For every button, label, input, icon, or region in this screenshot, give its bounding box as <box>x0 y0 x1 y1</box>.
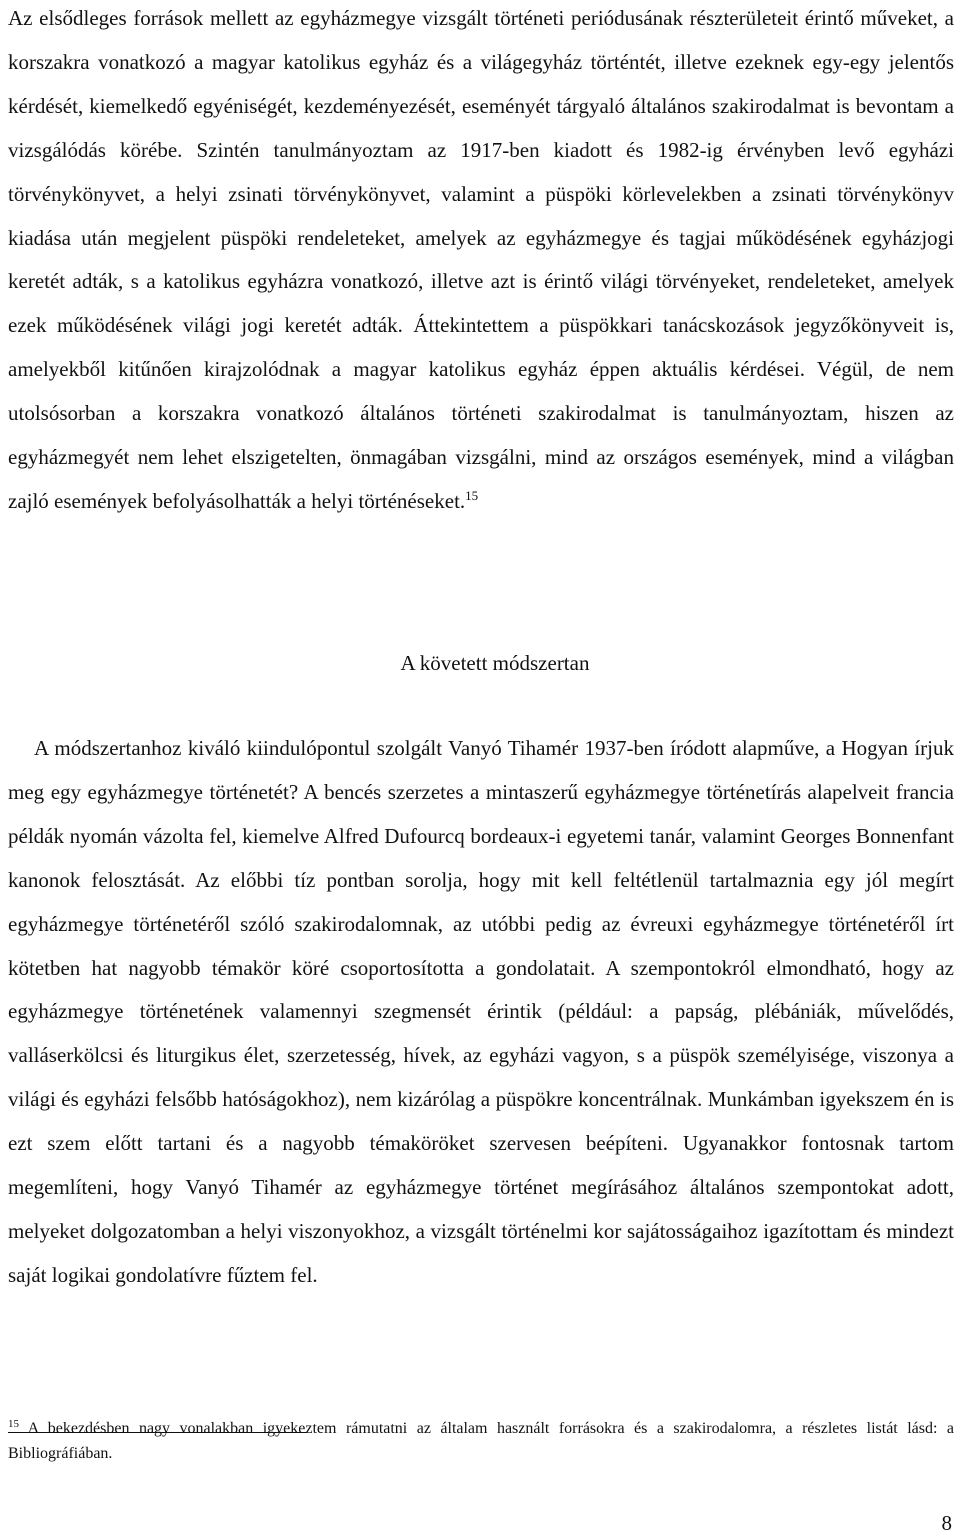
paragraph-text: Az elsődleges források mellett az egyházmegye vizsgált történeti periódusának részterületeit érintő műveket, a korszakra vonatkozó a magyar katolikus egyház és a világegyház történtét, illetve ezeknek egy-egy jelentős kérdését, kiemelkedő egyéniségét, kezdeményezését, eseményét tárgyaló általános szakirodalmat is bevontam a vizsgálódás körébe. Szintén tanulmányoztam az 1917-ben kiadott és 1982-ig érvényben levő egyházi törvénykönyvet, a helyi zsinati törvénykönyvet, valamint a püspöki körlevelekben a zsinati törvénykönyv kiadása után megjelent püspöki rendeleteket, amelyek az egyházmegye és tagjai működésének egyházjogi keretét adták, s a katolikus egyházra vonatkozó, illetve azt is érintő világi törvényeket, rendeleteket, amelyek ezek működésének világi jogi keretét adták. Áttekintettem a püspökkari tanácskozások jegyzőkönyveit is, amelyekből kitűnően kirajzolódnak a magyar katolikus egyház éppen aktuális kérdései. Végül, de nem utolsósorban a korszakra vonatkozó általános történeti szakirodalmat is tanulmányoztam, hiszen az egyházmegyét nem lehet elszigetelten, önmagában vizsgálni, mind az országos események, mind a világban zajló események befolyásolhatták a helyi történéseket. <box>8 6 954 513</box>
body-paragraph <box>8 0 954 524</box>
body-paragraph <box>8 727 954 1298</box>
footnote-reference[interactable]: 15 <box>465 487 479 503</box>
section-heading: A követett módszertan <box>400 651 590 675</box>
page-number: 8 <box>941 1511 952 1535</box>
footnote-number: 15 <box>8 1418 19 1430</box>
paragraph-text: A módszertanhoz kiváló kiindulópontul szolgált Vanyó Tihamér 1937-ben íródott alapműve, a Hogyan írjuk meg egy egyházmegye történetét? A bencés szerzetes a mintaszerű egyházmegye történetírás alapelveit francia példák nyomán vázolta fel, kiemelve Alfred Dufourcq bordeaux-i egyetemi tanár, valamint Georges Bonnenfant kanonok felosztását. Az előbbi tíz pontban sorolja, hogy mit kell feltétlenül tartalmaznia egy jól megírt egyházmegye történetéről szóló szakirodalomnak, az utóbbi pedig az évreuxi egyházmegye történetéről írt kötetben hat nagyobb témakör köré csoportosította a gondolatait. A szempontokról elmondható, hogy az egyházmegye történetének valamennyi szegmensét érintik (például: a papság, plébániák, művelődés, valláserkölcsi és liturgikus élet, szerzetesség, hívek, az egyházi vagyon, s a püspök személyisége, viszonya a világi és egyházi felsőbb hatóságokhoz), nem kizárólag a püspökre koncentrálnak. Munkámban igyekszem én is ezt szem előtt tartani és a nagyobb témaköröket szervesen beépíteni. Ugyanakkor fontosnak tartom megemlíteni, hogy Vanyó Tihamér az egyházmegye történet megírásához általános szempontokat adott, melyeket dolgozatomban a helyi viszonyokhoz, a vizsgált történelmi kor sajátosságaihoz igazítottam és mindezt saját logikai gondolatívre fűztem fel. <box>8 736 954 1287</box>
footnote <box>8 1416 954 1466</box>
footnote-text: A bekezdésben nagy vonalakban igyekeztem rámutatni az általam használt forrásokra és a szakirodalomra, a részletes listát lásd: a Bibliográfiában. <box>8 1420 954 1462</box>
